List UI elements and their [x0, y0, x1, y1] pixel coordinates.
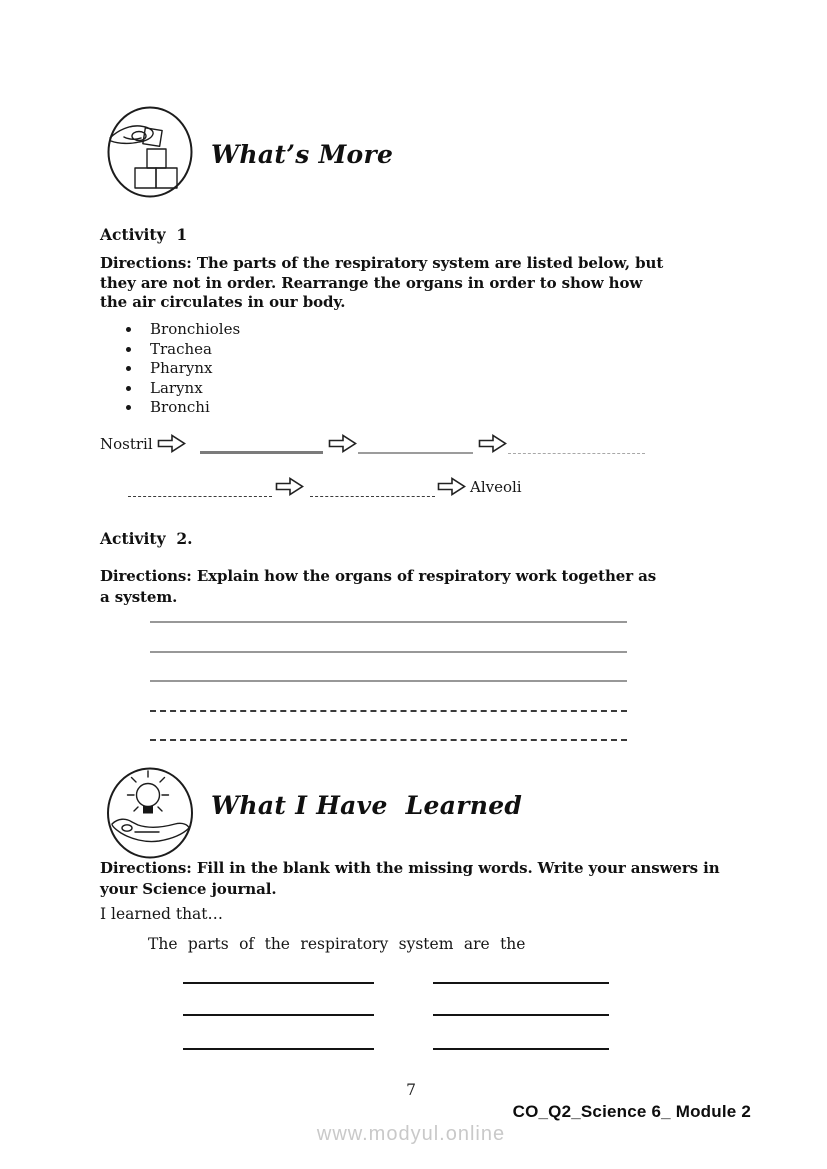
flow-arrow-icon: [275, 477, 304, 496]
directions-line: a system.: [100, 587, 178, 606]
flow-arrow-icon: [157, 434, 186, 453]
answer-blank: [183, 951, 374, 984]
list-item: • Bronchioles: [142, 320, 240, 340]
directions-line: Directions: The parts of the respiratory system are listed below, but: [100, 254, 664, 272]
page-number: 7: [406, 1081, 416, 1099]
section-title-whats-more: What’s More: [211, 140, 394, 169]
hand-stacking-blocks-icon: [104, 103, 196, 200]
answer-blank: [183, 984, 374, 1016]
directions-line: Directions: Fill in the blank with the missing words. Write your answers in: [100, 859, 720, 877]
section-title-what-i-have-learned: What I Have Learned: [211, 791, 523, 820]
flow-blank: [358, 434, 473, 454]
flow-arrow-icon: [437, 477, 466, 496]
directions-line: they are not in order. Rearrange the organs in order to show how: [100, 273, 643, 292]
activity1-directions: [100, 254, 663, 313]
list-item: • Bronchi: [142, 398, 240, 418]
answer-line: [150, 623, 627, 652]
activity2-answer-lines: [150, 594, 627, 741]
flow-blank: [200, 433, 323, 454]
activity2-heading: Activity 2.: [100, 529, 193, 548]
module-label: CO_Q2_Science 6_ Module 2: [512, 1102, 751, 1121]
list-item: • Trachea: [142, 340, 240, 360]
list-item: • Larynx: [142, 379, 240, 399]
fill-sentence: The parts of the respiratory system are the: [148, 935, 526, 953]
flow-arrow-icon: [478, 434, 507, 453]
flow-start-label: Nostril: [100, 435, 153, 453]
answer-blank-column-left: [183, 951, 374, 1050]
flow-diagram-row1: [100, 433, 645, 454]
answer-blank: [433, 1016, 609, 1050]
directions-line: your Science journal.: [100, 879, 277, 898]
lightbulb-in-hand-icon: [103, 764, 197, 861]
lead-in-text: I learned that…: [100, 905, 224, 923]
answer-blank-column-right: [433, 951, 609, 1050]
answer-blank: [433, 951, 609, 984]
list-item: • Pharynx: [142, 359, 240, 379]
watermark-text: www.modyul.online: [316, 1123, 506, 1145]
answer-blank: [183, 1016, 374, 1050]
answer-line: [150, 653, 627, 682]
wihl-directions: [100, 858, 720, 899]
answer-line: [150, 682, 627, 711]
flow-blank: [508, 435, 645, 454]
answer-blank: [433, 984, 609, 1016]
flow-end-label: Alveoli: [470, 478, 522, 496]
directions-line: the air circulates in our body.: [100, 293, 346, 312]
answer-line: [150, 594, 627, 623]
flow-diagram-row2: [128, 477, 522, 497]
flow-blank: [128, 478, 272, 497]
answer-line: [150, 712, 627, 741]
flow-arrow-icon: [328, 434, 357, 453]
directions-line: Directions: Explain how the organs of respiratory work together as: [100, 567, 657, 585]
flow-blank: [310, 478, 435, 497]
activity1-heading: Activity 1: [100, 225, 188, 244]
organ-list: [124, 320, 240, 418]
